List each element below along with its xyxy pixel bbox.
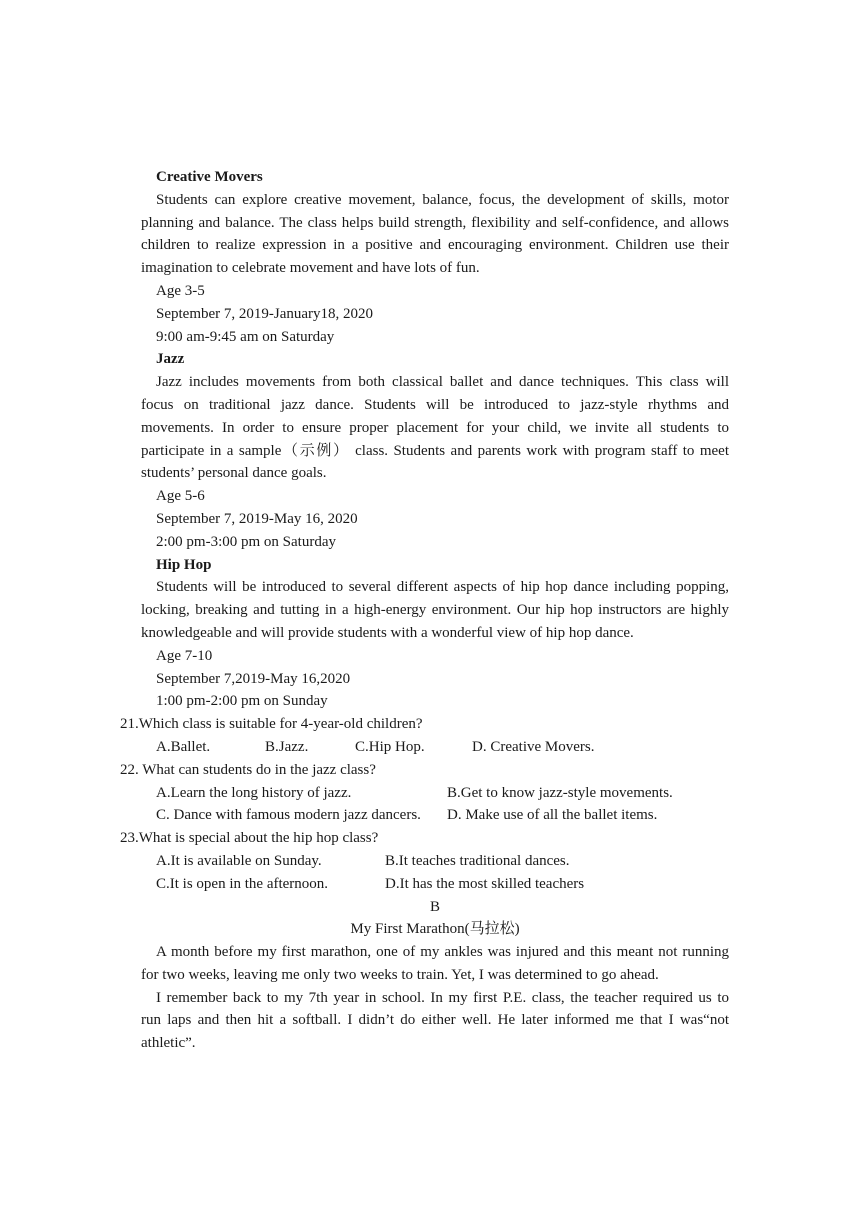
question-23-options-row2 <box>141 873 729 896</box>
section-b-para1-line: for two weeks, leaving me only two weeks to train. Yet, I was determined to go ahead. <box>141 966 659 983</box>
hip-hop-desc-line: knowledgeable and will provide students with a wonderful view of hip hop dance. <box>141 624 634 641</box>
section-b-letter: B <box>429 898 440 915</box>
jazz-heading: Jazz <box>156 351 185 368</box>
question-23-option-b: B.It teaches traditional dances. <box>385 852 570 869</box>
hip-hop-desc-line: Students will be introduced to several different aspects of hip hop dance including popping, <box>156 579 729 596</box>
question-21-option-c: C.Hip Hop. <box>355 738 425 755</box>
jazz-desc-line: participate in a sample（示例） class. Students and parents work with program staff to meet <box>141 442 729 459</box>
jazz-desc-line: Jazz includes movements from both classical ballet and dance techniques. This class will <box>156 374 729 391</box>
question-22-option-c: C. Dance with famous modern jazz dancers. <box>156 807 421 824</box>
question-23-option-c: C.It is open in the afternoon. <box>156 875 329 892</box>
jazz-age: Age 5-6 <box>156 488 205 505</box>
question-22-options-row1 <box>141 782 729 805</box>
creative-movers-desc-line: imagination to celebrate movement and have lots of fun. <box>141 260 480 277</box>
jazz-desc-line: movements. In order to ensure proper placement for your child, we invite all students to <box>141 419 729 436</box>
creative-movers-age: Age 3-5 <box>156 282 205 299</box>
creative-movers-heading: Creative Movers <box>156 169 263 185</box>
question-23-option-d: D.It has the most skilled teachers <box>385 875 585 892</box>
question-21-options <box>141 736 729 759</box>
jazz-desc-line: students’ personal dance goals. <box>141 465 327 482</box>
section-b-para2-line: athletic”. <box>141 1035 196 1052</box>
question-22-stem: 22. What can students do in the jazz class? <box>120 761 376 778</box>
jazz-dates: September 7, 2019-May 16, 2020 <box>156 510 358 527</box>
jazz-desc-line: focus on traditional jazz dance. Students will be introduced to jazz-style rhythms and <box>141 396 729 413</box>
hip-hop-heading: Hip Hop <box>156 556 212 573</box>
jazz-time: 2:00 pm-3:00 pm on Saturday <box>156 533 336 550</box>
creative-movers-desc-line: children to realize expression in a positive and encouraging environment. Children use their <box>141 237 729 254</box>
section-b-title: My First Marathon(马拉松) <box>350 921 520 938</box>
question-21-stem: 21.Which class is suitable for 4-year-old children? <box>120 716 423 733</box>
exam-page <box>120 166 729 1055</box>
section-b-para2-line: run laps and then hit a softball. I didn’t do either well. He later informed me that I was“not <box>141 1012 729 1029</box>
section-b-para2-line: I remember back to my 7th year in school. In my first P.E. class, the teacher required us to <box>156 989 729 1006</box>
section-b-para1-line: A month before my first marathon, one of my ankles was injured and this meant not running <box>156 944 729 961</box>
question-21-option-d: D. Creative Movers. <box>472 738 595 755</box>
question-21-option-b: B.Jazz. <box>265 738 309 755</box>
hip-hop-age: Age 7-10 <box>156 647 213 664</box>
question-23-options-row1 <box>141 850 729 873</box>
hip-hop-time: 1:00 pm-2:00 pm on Sunday <box>156 693 328 710</box>
question-22-option-a: A.Learn the long history of jazz. <box>156 784 352 801</box>
hip-hop-dates: September 7,2019-May 16,2020 <box>156 670 351 687</box>
question-23-stem: 23.What is special about the hip hop class? <box>120 830 379 847</box>
creative-movers-dates: September 7, 2019-January18, 2020 <box>156 305 374 322</box>
question-21-option-a: A.Ballet. <box>156 738 211 755</box>
question-23-option-a: A.It is available on Sunday. <box>156 852 322 869</box>
creative-movers-desc-line: Students can explore creative movement, balance, focus, the development of skills, motor <box>156 191 729 208</box>
creative-movers-time: 9:00 am-9:45 am on Saturday <box>156 328 335 345</box>
creative-movers-desc-line: planning and balance. The class helps build strength, flexibility and self-confidence, and allows <box>141 214 729 231</box>
question-22-options-row2 <box>141 804 729 827</box>
hip-hop-desc-line: locking, breaking and tutting in a high-energy environment. Our hip hop instructors are highly <box>141 602 729 619</box>
question-22-option-b: B.Get to know jazz-style movements. <box>447 784 673 801</box>
question-22-option-d: D. Make use of all the ballet items. <box>447 807 658 824</box>
